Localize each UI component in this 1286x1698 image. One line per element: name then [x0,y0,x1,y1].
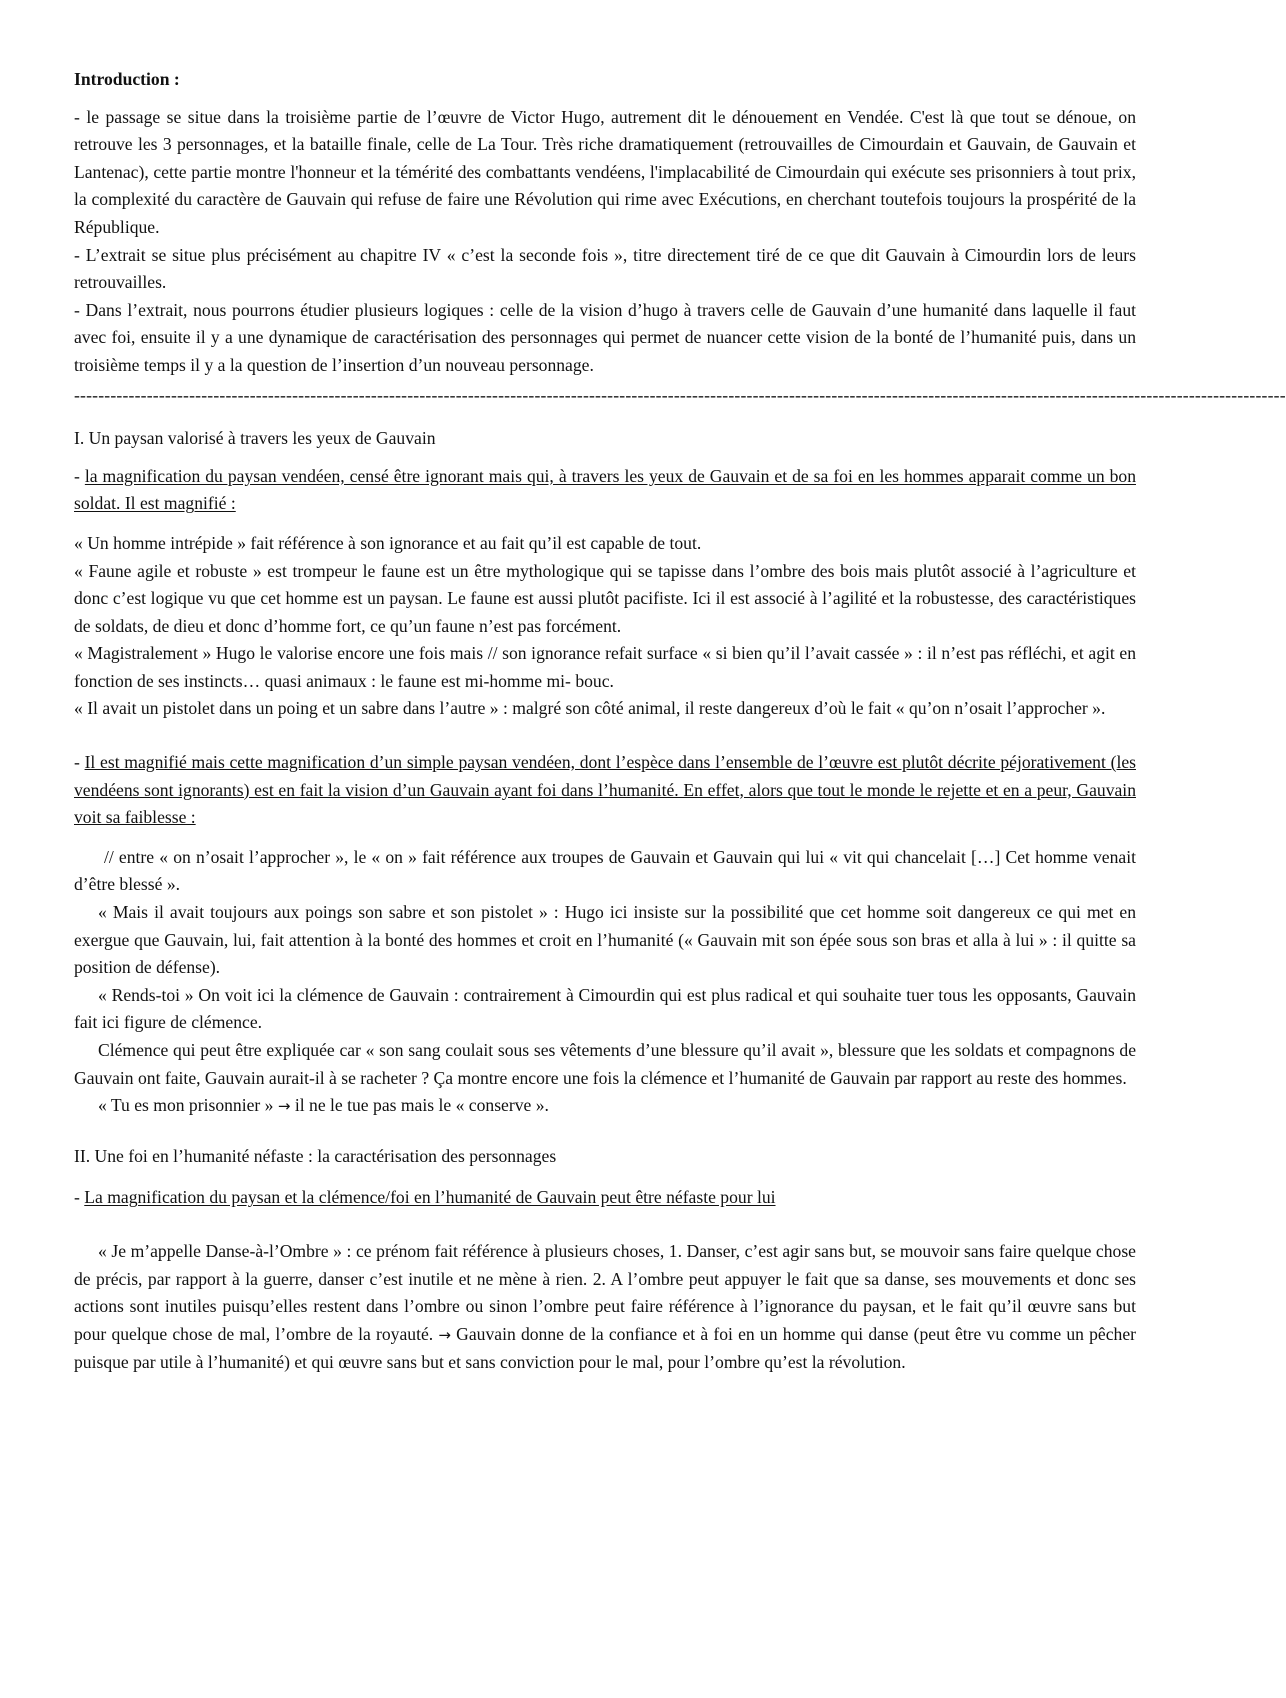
intro-paragraph-2: - L’extrait se situe plus précisément au chapitre IV « c’est la seconde fois », titre directement tiré de ce que dit Gauvain à Cimourdin lors de leurs retrouvailles. [74,244,1136,293]
part1-subheading-2: - Il est magnifié mais cette magnification d’un simple paysan vendéen, dont l’espèce dans l’ensemble de l’œuvre est plutôt décrite péjorativement (les vendéens sont ignorants) est en fait la vision d’un Gauvain ayant foi dans l’humanité. En effet, alors que tout le monde le rejette et en a peur, Gauvain voit sa faiblesse : [74,752,1136,828]
part1-remark-4: Clémence qui peut être expliquée car « son sang coulait sous ses vêtements d’une blessure qu’il avait », blessure que les soldats et compagnons de Gauvain ont faite, Gauvain aurait-il à se racheter ? Ça montre encore une fois la clémence et l’humanité de Gauvain par rapport au reste des hommes. [74,1040,1136,1088]
right-arrow-icon: → [277,1097,291,1116]
intro-paragraph-1: - le passage se situe dans la troisième partie de l’œuvre de Victor Hugo, autrement dit le dénouement en Vendée. C'est là que tout se dénoue, on retrouve les 3 personnages, et la bataille finale, celle de La Tour. Très riche dramatiquement (retrouvailles de Cimourdain et Gauvain, de Gauvain et Lantenac), cette partie montre l'honneur et la témérité des combattants vendéens, l'implacabilité de Cimourdain qui exécute ses prisonniers à tout prix, la complexité du caractère de Gauvain qui refuse de faire une Révolution qui rime avec Exécutions, en cherchant toutefois toujours la prospérité de la République. [74,106,1136,237]
part1-quote-1: « Un homme intrépide » fait référence à son ignorance et au fait qu’il est capable de tout. [74,532,702,553]
document-page [74,66,1286,1377]
part1-remark-3: « Rends-toi » On voit ici la clémence de Gauvain : contrairement à Cimourdin qui est plus radical et qui souhaite tuer tous les opposants, Gauvain fait ici figure de clémence. [74,984,1136,1033]
part1-remark-5: « Tu es mon prisonnier » → il ne le tue pas mais le « conserve ». [98,1095,549,1116]
part1-quote-4: « Il avait un pistolet dans un poing et un sabre dans l’autre » : malgré son côté animal, il reste dangereux d’où le fait « qu’on n’osait l’approcher ». [74,698,1106,719]
part1-remark-1: // entre « on n’osait l’approcher », le « on » fait référence aux troupes de Gauvain et Gauvain qui lui « vit qui chancelait […] Cet homme venait d’être blessé ». [74,846,1136,895]
separator-line: -------------------------------------------------------------------------------------------------------------------------------------------------------------------------------------------------------- [74,384,1286,405]
part1-heading: I. Un paysan valorisé à travers les yeux de Gauvain [74,428,436,449]
part2-paragraph-1: « Je m’appelle Danse-à-l’Ombre » : ce prénom fait référence à plusieurs choses, 1. Danser, c’est agir sans but, se mouvoir sans faire quelque chose de précis, par rapport à la guerre, danser c’est inutile et ne mène à rien. 2. A l’ombre peut appuyer le fait que sa danse, ses mouvements et donc ses actions sont inutiles puisqu’elles restent dans l’ombre ou sinon l’ombre peut faire référence à l’ignorance du paysan, et le fait qu’il œuvre sans but pour quelque chose de mal, l’ombre de la royauté. → Gauvain donne de la confiance et à foi en un homme qui danse (peut être vu comme un pêcher puisque par utile à l’humanité) et qui œuvre sans but et sans conviction pour le mal, pour l’ombre qu’est la révolution. [74,1240,1137,1373]
intro-paragraph-3: - Dans l’extrait, nous pourrons étudier plusieurs logiques : celle de la vision d’hugo à travers celle de Gauvain d’une humanité dans laquelle il faut avec foi, ensuite il y a une dynamique de caractérisation des personnages qui permet de nuancer cette vision de la bonté de l’humanité puis, dans un troisième temps il y a la question de l’insertion d’un nouveau personnage. [74,299,1136,375]
part1-quote-2: « Faune agile et robuste » est trompeur le faune est un être mythologique qui se tapisse dans l’ombre des bois mais plutôt associé à l’agriculture et donc c’est logique vu que cet homme est un paysan. Le faune est aussi plutôt pacifiste. Ici il est associé à l’agilité et la robustesse, des caractéristiques de soldats, de dieu et donc d’homme fort, ce qu’un faune n’est pas forcément. [74,560,1136,636]
part1-remark-2: « Mais il avait toujours aux poings son sabre et son pistolet » : Hugo ici insiste sur la possibilité que cet homme soit dangereux ce qui met en exergue que Gauvain, lui, fait attention à la bonté des hommes et croit en l’humanité (« Gauvain mit son épée sous son bras et alla à lui » : il quitte sa position de défense). [74,902,1136,978]
part2-heading: II. Une foi en l’humanité néfaste : la caractérisation des personnages [74,1145,557,1166]
part2-subheading-1: - La magnification du paysan et la clémence/foi en l’humanité de Gauvain peut être néfaste pour lui [74,1187,776,1208]
right-arrow-icon: → [438,1325,451,1344]
part1-subheading-1: - la magnification du paysan vendéen, censé être ignorant mais qui, à travers les yeux de Gauvain et de sa foi en les hommes apparait comme un bon soldat. Il est magnifié : [74,465,1136,514]
part1-quote-3: « Magistralement » Hugo le valorise encore une fois mais // son ignorance refait surface « si bien qu’il l’avait cassée » : il n’est pas réfléchi, et agit en fonction de ses instincts… quasi animaux : le faune est mi-homme mi- bouc. [74,643,1136,691]
intro-title: Introduction : [74,69,180,89]
